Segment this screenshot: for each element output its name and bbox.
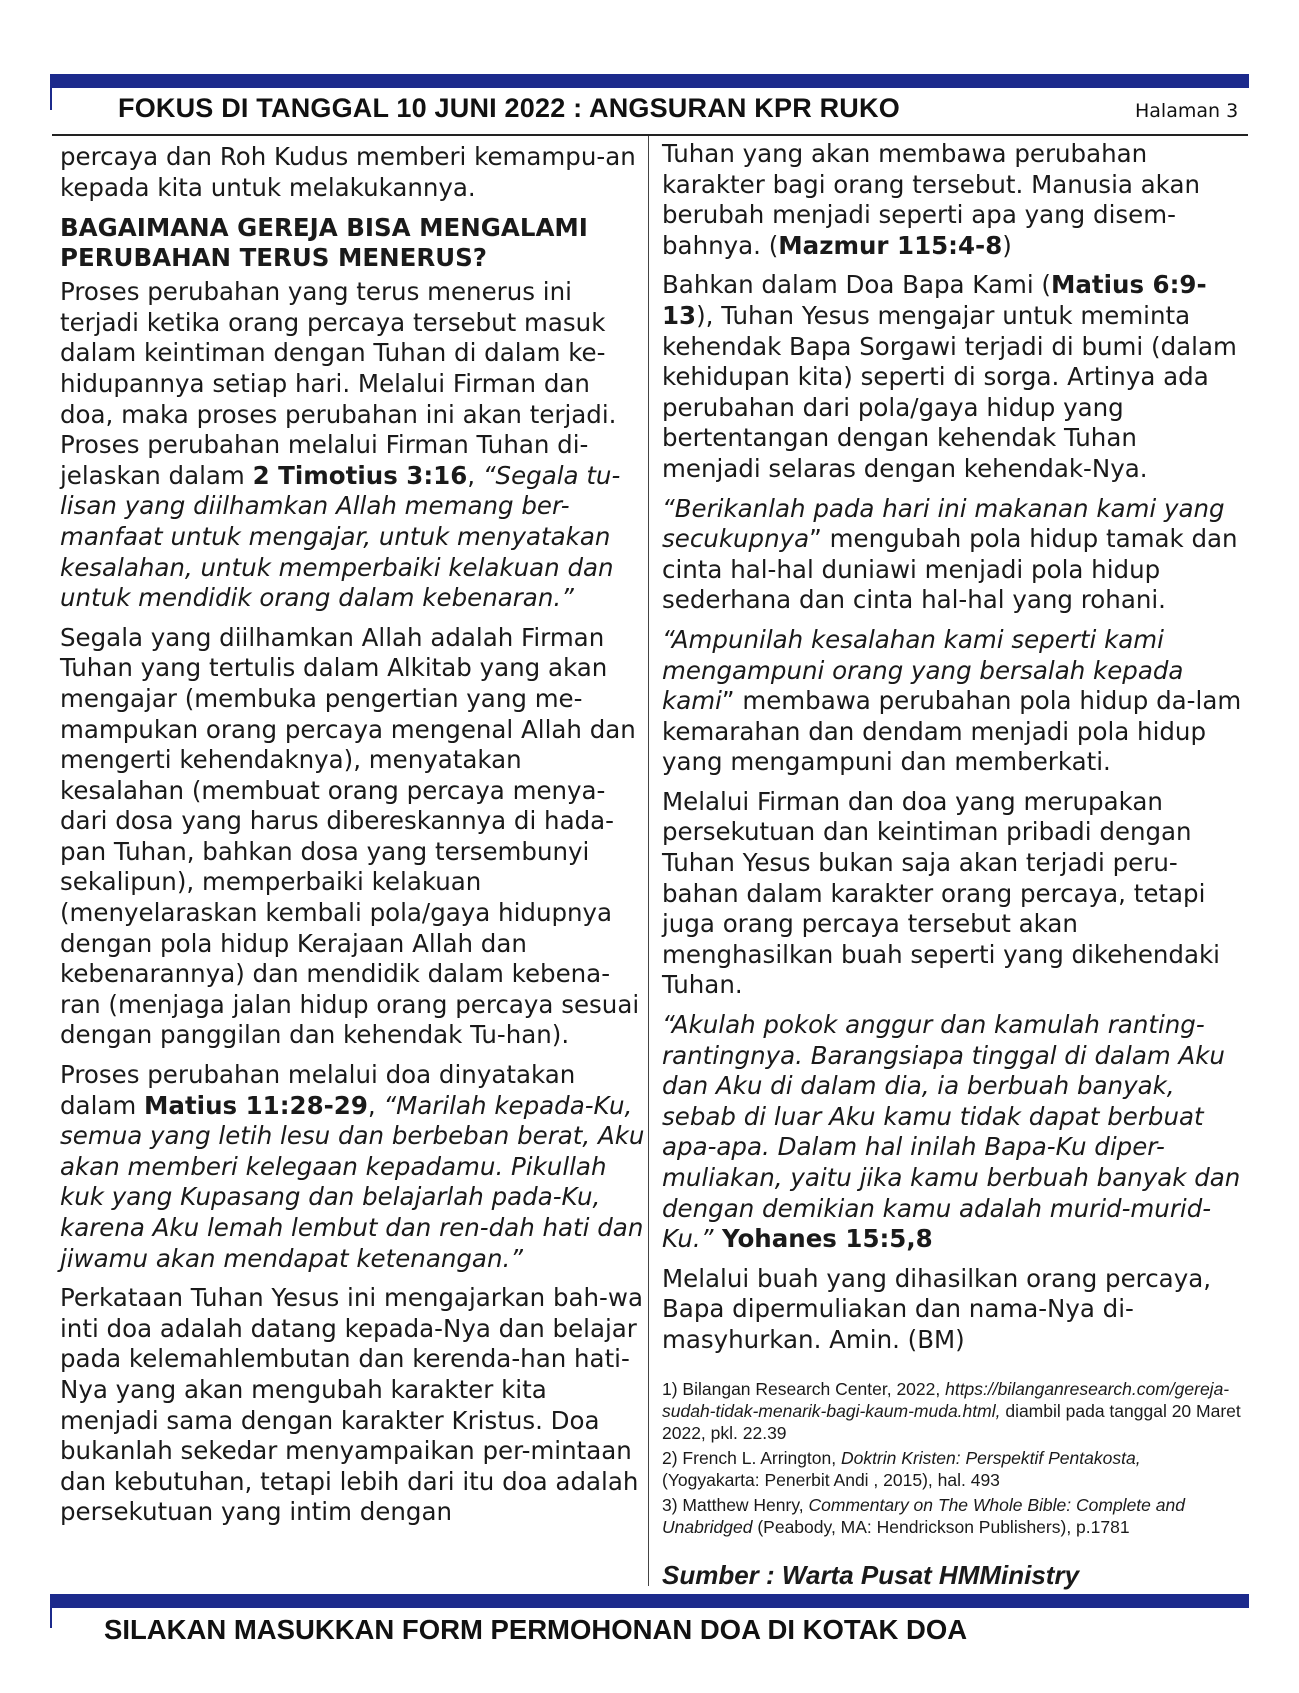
header-rule [52,134,1248,136]
footnotes [662,1378,1242,1538]
footer-notice: SILAKAN MASUKKAN FORM PERMOHONAN DOA DI KOTAK DOA [104,1614,968,1645]
text: Proses perubahan yang terus menerus ini terjadi ketika orang percaya tersebut masuk dalam keintiman dengan Tuhan di dalam ke-hidupannya setiap hari. Melalui Firman dan doa, maka proses perubahan ini akan terjadi. Proses perubahan melalui Firman Tuhan di-jelaskan dalam [60,277,617,490]
scripture-quote: “Berikanlah pada hari ini makanan kami yang secukupnya [662,493,1225,554]
text: , [467,460,483,490]
scripture-ref: 2 Timotius 3:16 [252,460,468,490]
scripture-quote: “Segala tu-lisan yang diilhamkan Allah memang ber-manfaat untuk mengajar, untuk menyatakan kesalahan, untuk memperbaiki kelakuan dan untuk mendidik orang dalam kebenaran.” [60,460,621,613]
header-bar-edge [50,74,52,110]
text: ), Tuhan Yesus mengajar untuk meminta kehendak Bapa Sorgawi terjadi di bumi (dalam kehidupan kita) seperti di sorga. Artinya ada perubahan dari pola/gaya hidup yang bertentangan dengan kehendak Tuhan menjadi selaras dengan kehendak-Nya. [662,300,1237,483]
paragraph [662,270,1242,484]
text: (Peabody, MA: Hendrickson Publishers), p.1781 [752,1516,1130,1537]
text: ) [1002,230,1012,260]
text: 2) French L. Arrington, [662,1447,841,1468]
text: ” mengubah pola hidup tamak dan cinta hal-hal duniawi menjadi pola hidup sederhana dan cinta hal-hal yang rohani. [662,524,1238,615]
footnote-link: https://bilanganresearch.com/gereja-sudah-tidak-menarik-bagi-kaum-muda.html, [662,1378,1230,1421]
scripture-ref: Matius 11:28-29 [144,1090,368,1120]
page-number: Halaman 3 [1135,100,1239,122]
scripture-ref: Yohanes 15:5,8 [713,1224,933,1254]
scripture-quote: “Akulah pokok anggur dan kamulah ranting-rantingnya. Barangsiapa tinggal di dalam Aku dan Aku di dalam dia, ia berbuah banyak, sebab di luar Aku kamu tidak dapat berbuat apa-apa. Dalam hal inilah Bapa-Ku diper-muliakan, yaitu jika kamu berbuah banyak dan dengan demikian kamu adalah murid-murid-Ku.” [662,1010,1241,1254]
paragraph: Melalui Firman dan doa yang merupakan persekutuan dan keintiman pribadi dengan Tuhan Yesus bukan saja akan terjadi peru-bahan dalam karakter orang percaya, tetapi juga orang percaya tersebut akan menghasilkan buah seperti yang dikehendaki Tuhan. [662,786,1220,1000]
footnote [662,1494,1242,1538]
text: 3) Matthew Henry, [662,1494,809,1515]
scripture-ref: Matius 6:9-13 [662,270,1207,330]
section-heading: BAGAIMANA GEREJA BISA MENGALAMI PERUBAHAN TERUS MENERUS? [60,213,588,273]
text: Tuhan yang akan membawa perubahan karakter bagi orang tersebut. Manusia akan berubah menjadi seperti apa yang disem-bahnya. ( [662,139,1200,260]
text: diambil pada tanggal 20 Maret 2022, pkl. 22.39 [662,1400,1241,1443]
column-divider [648,136,649,1586]
footnote [662,1378,1242,1444]
header-bar [50,74,1249,88]
paragraph: Perkataan Tuhan Yesus ini mengajarkan bah-wa inti doa adalah datang kepada-Nya dan belajar pada kelemahlembutan dan kerenda-han hati-Nya yang akan mengubah karakter kita menjadi sama dengan karakter Kristus. Doa bukanlah sekedar menyampaikan per-mintaan dan kebutuhan, tetapi lebih dari itu doa adalah persekutuan yang intim dengan [60,1283,643,1527]
paragraph [662,494,1242,616]
text: ” membawa perubahan pola hidup da-lam kemarahan dan dendam menjadi pola hidup yang mengampuni dan memberkati. [662,686,1242,777]
footnote-title: Doktrin Kristen: Perspektif Pentakosta, [840,1447,1141,1468]
page-title: FOKUS DI TANGGAL 10 JUNI 2022 : ANGSURAN KPR RUKO [118,93,900,123]
text: Bahkan dalam Doa Bapa Kami ( [662,270,1051,300]
scripture-quote: “Ampunilah kesalahan kami seperti kami mengampuni orang yang bersalah kepada kami [662,624,1184,716]
paragraph [60,1060,645,1274]
footnote [662,1447,1242,1491]
source-credit: Sumber : Warta Pusat HMMinistry [662,1559,1080,1590]
paragraph [60,277,645,614]
paragraph [662,1010,1242,1255]
text: (Yogyakarta: Penerbit Andi , 2015), hal. 493 [662,1469,1000,1490]
paragraph: percaya dan Roh Kudus memberi kemampu-an kepada kita untuk melakukannya. [60,142,636,202]
text: Proses perubahan melalui doa dinyatakan dalam [60,1060,576,1120]
text: , [367,1090,384,1120]
paragraph: Segala yang diilhamkan Allah adalah Firman Tuhan yang tertulis dalam Alkitab yang akan mengajar (membuka pengertian yang me-mampukan orang percaya mengenal Allah dan mengerti kehendaknya), menyatakan kesalahan (membuat orang percaya menya-dari dosa yang harus dibereskannya di hada-pan Tuhan, bahkan dosa yang tersembunyi sekalipun), memperbaiki kelakuan (menyelaraskan kembali pola/gaya hidupnya dengan pola hidup Kerajaan Allah dan kebenarannya) dan mendidik dalam kebena-ran (menjaga jalan hidup orang percaya sesuai dengan panggilan dan kehendak Tu-han). [60,622,640,1050]
footnote-title: Commentary on The Whole Bible: Complete and Unabridged [662,1494,1185,1537]
text: 1) Bilangan Research Center, 2022, [662,1378,946,1399]
paragraph [662,139,1242,261]
scripture-ref: Mazmur 115:4-8 [778,230,1003,260]
left-column [60,142,645,1537]
right-column [662,139,1242,1590]
paragraph [662,625,1242,778]
scripture-quote: “Marilah kepada-Ku, semua yang letih lesu dan berbeban berat, Aku akan memberi kelegaan kepadamu. Pikullah kuk yang Kupasang dan belajarlah pada-Ku, karena Aku lemah lembut dan ren-dah hati dan jiwamu akan mendapat ketenangan.” [60,1090,645,1273]
footer-bar [50,1594,1249,1608]
footer-bar-edge [50,1594,52,1628]
paragraph: Melalui buah yang dihasilkan orang percaya, Bapa dipermuliakan dan nama-Nya di-masyhurkan. Amin. (BM) [662,1263,1212,1354]
